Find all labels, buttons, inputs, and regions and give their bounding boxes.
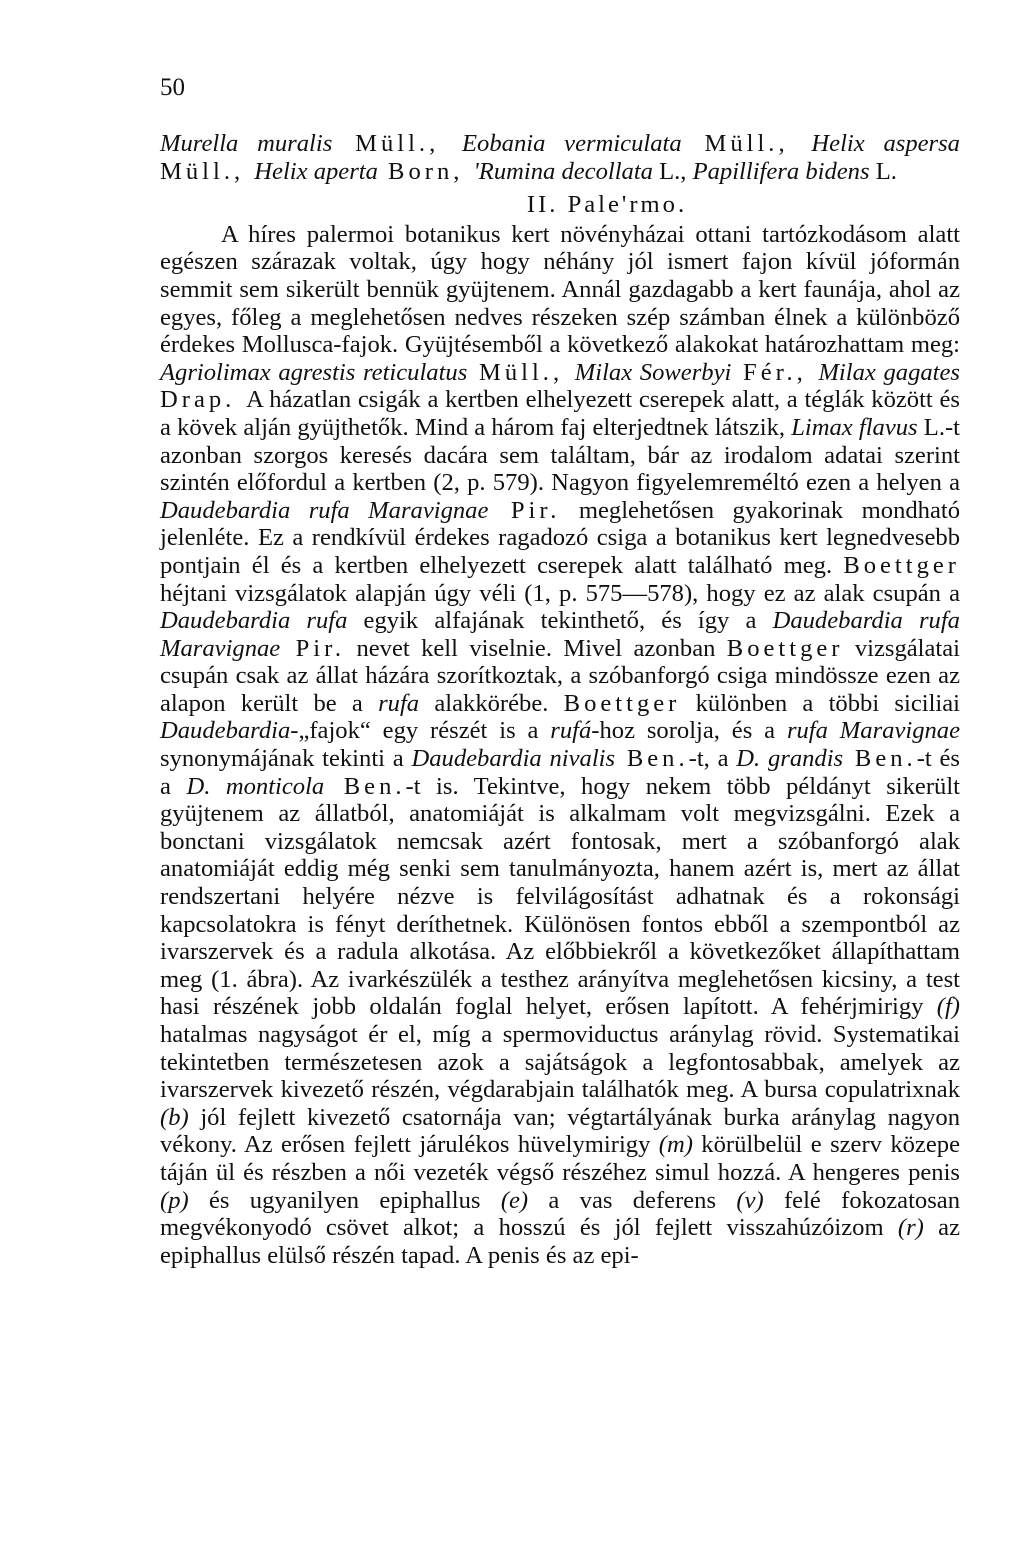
paragraph-main <box>160 221 960 1270</box>
italic-term: (b) <box>160 1103 189 1131</box>
text-run: felé fokozatosan megvékonyodó csövet alkot; a hosszú és jól fejlett visszahúzóizom <box>160 1186 960 1242</box>
text-run: héjtani vizsgálatok alapján úgy véli (1, p. 575—578), hogy ez az alak csupán a <box>160 579 960 607</box>
italic-term: Daudebardia <box>160 717 291 745</box>
spaced-author-name: Müll., <box>332 130 463 157</box>
text-run: -hoz sorolja, és a <box>591 717 787 745</box>
italic-term: (p) <box>160 1186 189 1214</box>
text-run: egyik alfajának tekinthető, és így a <box>347 607 773 635</box>
italic-term: D. grandis <box>736 745 844 773</box>
text-run: különben a többi siciliai <box>680 689 960 717</box>
spaced-author-name: Fér., <box>731 358 819 386</box>
italic-term: Daudebardia rufa Maravignae <box>160 607 960 662</box>
text-run: L. <box>869 157 897 185</box>
italic-term: Milax Sowerbyi <box>574 358 732 386</box>
spaced-author-name: Ben. <box>843 745 917 773</box>
spaced-author-name: Ben. <box>324 772 406 800</box>
italic-term: (f) <box>936 993 960 1021</box>
text-run: -t és a <box>160 745 960 800</box>
text-run: hatalmas nagyságot ér el, míg a spermoviductus aránylag rövid. Systematikai tekintetben természetesen azok a sajátságok a legfontosabbak, amelyek az ivarszervek kivezető részén, végdarabjain találhatók meg. A bursa copulatrixnak <box>160 1021 960 1104</box>
italic-term: Agriolimax agrestis reticulatus <box>160 358 468 386</box>
italic-term: Papillifera bidens <box>692 157 870 185</box>
italic-term: (m) <box>658 1131 693 1159</box>
text-run: az epiphallus elülső részén tapad. A penis és az epi- <box>160 1214 961 1269</box>
italic-term: Helix aspersa <box>811 130 960 157</box>
text-run: és ugyanilyen epiphallus <box>188 1186 501 1214</box>
italic-term: Daudebardia rufa Maravignae <box>160 496 489 524</box>
italic-term: rufa <box>378 689 420 717</box>
spaced-author-name: Müll., <box>681 130 812 157</box>
text-run: nevet kell viselnie. Mivel azonban <box>345 634 727 662</box>
section-heading: II. Pale'rmo. <box>526 191 688 219</box>
text-run: L., <box>652 157 693 185</box>
spaced-author-name: Drap. <box>160 386 247 414</box>
italic-term: (v) <box>736 1186 764 1214</box>
spaced-author-name: Ben. <box>615 745 689 773</box>
body-text <box>160 130 960 1269</box>
text-run: meglehetősen gyakorinak mondható jelenléte. Ez a rendkívül érdekes ragadozó csiga a botanikus kert legnedvesebb pontjain él és a kertben elhelyezett cserepek alatt található meg. <box>160 496 961 579</box>
text-run: L.-t azonban szorgos keresés dacára sem találtam, bár az irodalom adatai szerint szintén előfordul a kertben (2, p. 579). Nagyon figyelemreméltó ezen a helyen a <box>160 413 961 497</box>
spaced-author-name: Boettger <box>726 634 844 662</box>
text-run: a vas deferens <box>528 1186 737 1214</box>
text-run: A híres palermoi botanikus kert növényházai ottani tartózkodásom alatt egészen szárazak voltak, úgy hogy néhány jól ismert fajon kívül jóformán semmit sem sikerült bennük gyüjtenem. Annál gazdagabb a kert faunája, ahol az egyes, főleg a meglehetősen nedves részeken szép számban élnek a különböző érdekes Mollusca-fajok. Gyüjtésemből a következő alakokat határozhattam meg: <box>160 220 960 359</box>
text-run: vizsgálatai csupán csak az állat házára szorítkoztak, a szóbanforgó csiga mindössze ezen az alapon került be a <box>160 634 961 717</box>
italic-term: (e) <box>500 1186 529 1214</box>
italic-term: 'Rumina decollata <box>473 157 653 185</box>
text-run: jól fejlett kivezető csatornája van; végtartályának burka aránylag nagyon vékony. Az erősen fejlett járulékos hüvelymirigy <box>160 1103 960 1159</box>
text-run: alakkörébe. <box>419 689 564 717</box>
italic-term: rufá <box>550 717 592 745</box>
text-run: -t, a <box>688 745 737 773</box>
italic-term: Limax flavus <box>791 413 918 441</box>
italic-term: Daudebardia nivalis <box>411 745 616 773</box>
italic-term: Helix aperta <box>254 157 378 185</box>
spaced-author-name: Pir. <box>488 496 561 524</box>
spaced-author-name: Boettger <box>563 689 681 717</box>
text-run: A házatlan csigák a kertben elhelyezett cserepek alatt, a téglák között és a kövek alján gyüjthetők. Mind a három faj elterjedtnek látszik, <box>160 386 960 441</box>
italic-term: rufa Maravignae <box>786 717 961 745</box>
italic-term: Eobania vermiculata <box>462 130 682 157</box>
spaced-author-name: Born, <box>377 157 474 185</box>
text-run: körülbelül e szerv közepe táján ül és részben a női vezeték végső részéhez simul hozzá. A hengeres penis <box>160 1131 960 1186</box>
text-run: -t is. Tekintve, hogy nekem több példányt sikerült gyüjtenem az állatból, anatomiáját is alkalmam volt megvizsgálni. Ezek a bonctani vizsgálatok nemcsak azért fontosak, mert a szóbanforgó alak anatomiáját eddig még senki sem tanulmányozta, hanem azért is, mert az állat rendszertani helyére nézve is felvilágosítást adhatnak és a rokonsági kapcsolatokra is fényt deríthetnek. Különösen fontos ebből a szempontból az ivarszervek és a radula alkotása. Az előbbiekről a következőket állapíthattam meg (1. ábra). Az ivarkészülék a testhez arányítva meglehetősen kicsiny, a test hasi részének jobb oldalán foglal helyet, erősen lapított. A fehérjmirigy <box>160 772 960 1021</box>
italic-term: (r) <box>897 1214 924 1242</box>
spaced-author-name: Müll., <box>467 358 575 386</box>
text-run: synonymájának tekinti a <box>160 745 412 773</box>
italic-term: Milax gagates <box>818 358 960 386</box>
paragraph-intro <box>160 130 960 185</box>
italic-term: D. monticola <box>186 772 325 800</box>
italic-term: Daudebardia rufa <box>160 607 348 635</box>
spaced-author-name: Boettger <box>843 551 960 579</box>
page-number: 50 <box>160 74 185 101</box>
spaced-author-name: Müll., <box>160 157 255 185</box>
text-run: -„fajok“ egy részét is a <box>290 717 551 745</box>
italic-term: Murella muralis <box>160 130 333 157</box>
spaced-author-name: Pir. <box>280 634 346 662</box>
